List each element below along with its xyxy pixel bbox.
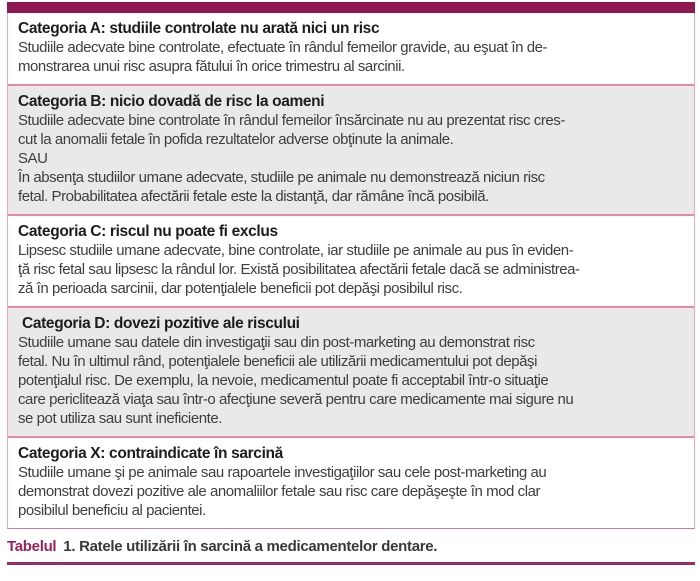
section-categoria-x (8, 436, 694, 528)
section-x-line: posibilul beneficiu al pacientei. (18, 502, 206, 519)
bottom-rule (7, 562, 695, 565)
table-caption (7, 538, 695, 555)
section-categoria-a (8, 13, 694, 84)
section-d-line: se pot utiliza sau sunt ineficiente. (18, 410, 222, 427)
section-c-line: ţă risc fetal sau lipsesc la rândul lor. Există posibilitatea afectării fetale dacă se administrea- (18, 261, 580, 278)
section-d-line: fetal. Nu în ultimul rând, potenţialele beneficii ale utilizării medicamentului pot depăşi (18, 353, 537, 370)
section-c-heading: Categoria C: riscul nu poate fi exclus (18, 223, 278, 240)
caption-text: 1. Ratele utilizării în sarcină a medicamentelor dentare. (63, 538, 438, 555)
section-a-heading: Categoria A: studiile controlate nu arată nici un risc (18, 20, 380, 37)
section-b-line: Studiile adecvate bine controlate în rândul femeilor însărcinate nu au prezentat risc cres- (18, 112, 565, 129)
section-d-heading: Categoria D: dovezi pozitive ale riscului (22, 315, 300, 332)
table-top-accent-bar (7, 2, 695, 13)
section-b-line: fetal. Probabilitatea afectării fetale este la distanţă, dar rămâne încă posibilă. (18, 188, 489, 205)
section-categoria-b (8, 84, 694, 214)
section-x-line: demonstrat dovezi pozitive ale anomaliilor fetale sau risc care depăşeşte în mod clar (18, 483, 541, 500)
section-x-heading: Categoria X: contraindicate în sarcină (18, 445, 283, 462)
page (7, 0, 695, 565)
section-b-line: cut la anomalii fetale în pofida rezultatelor adverse obţinute la animale. (18, 131, 454, 148)
caption-label: Tabelul (7, 538, 57, 555)
section-c-line: ză în perioada sarcinii, dar potenţialele beneficii pot depăşi posibilul risc. (18, 280, 463, 297)
section-a-line: Studiile adecvate bine controlate, efectuate în rândul femeilor gravide, au eşuat în de- (18, 39, 548, 56)
section-categoria-d (8, 306, 694, 436)
section-a-line: monstrarea unui risc asupra fătului în orice trimestru al sarcinii. (18, 58, 405, 75)
section-categoria-c (8, 214, 694, 306)
section-x-line: Studiile umane şi pe animale sau rapoartele investigaţiilor sau cele post-marketing au (18, 464, 547, 481)
section-d-line: Studiile umane sau datele din investigaţii sau din post-marketing au demonstrat risc (18, 334, 535, 351)
section-b-line: În absenţa studiilor umane adecvate, studiile pe animale nu demonstrează niciun risc (18, 169, 545, 186)
section-b-line: SAU (18, 150, 48, 167)
section-d-line: care periclitează viaţa sau într-o afecţiune severă pentru care medicamente mai sigure nu (18, 391, 574, 408)
pregnancy-categories-table (7, 13, 695, 529)
section-c-line: Lipsesc studiile umane adecvate, bine controlate, iar studiile pe animale au pus în eviden- (18, 242, 574, 259)
section-b-heading: Categoria B: nicio dovadă de risc la oameni (18, 93, 325, 110)
section-d-line: potenţialul risc. De exemplu, la nevoie, medicamentul poate fi acceptabil într-o situaţie (18, 372, 549, 389)
